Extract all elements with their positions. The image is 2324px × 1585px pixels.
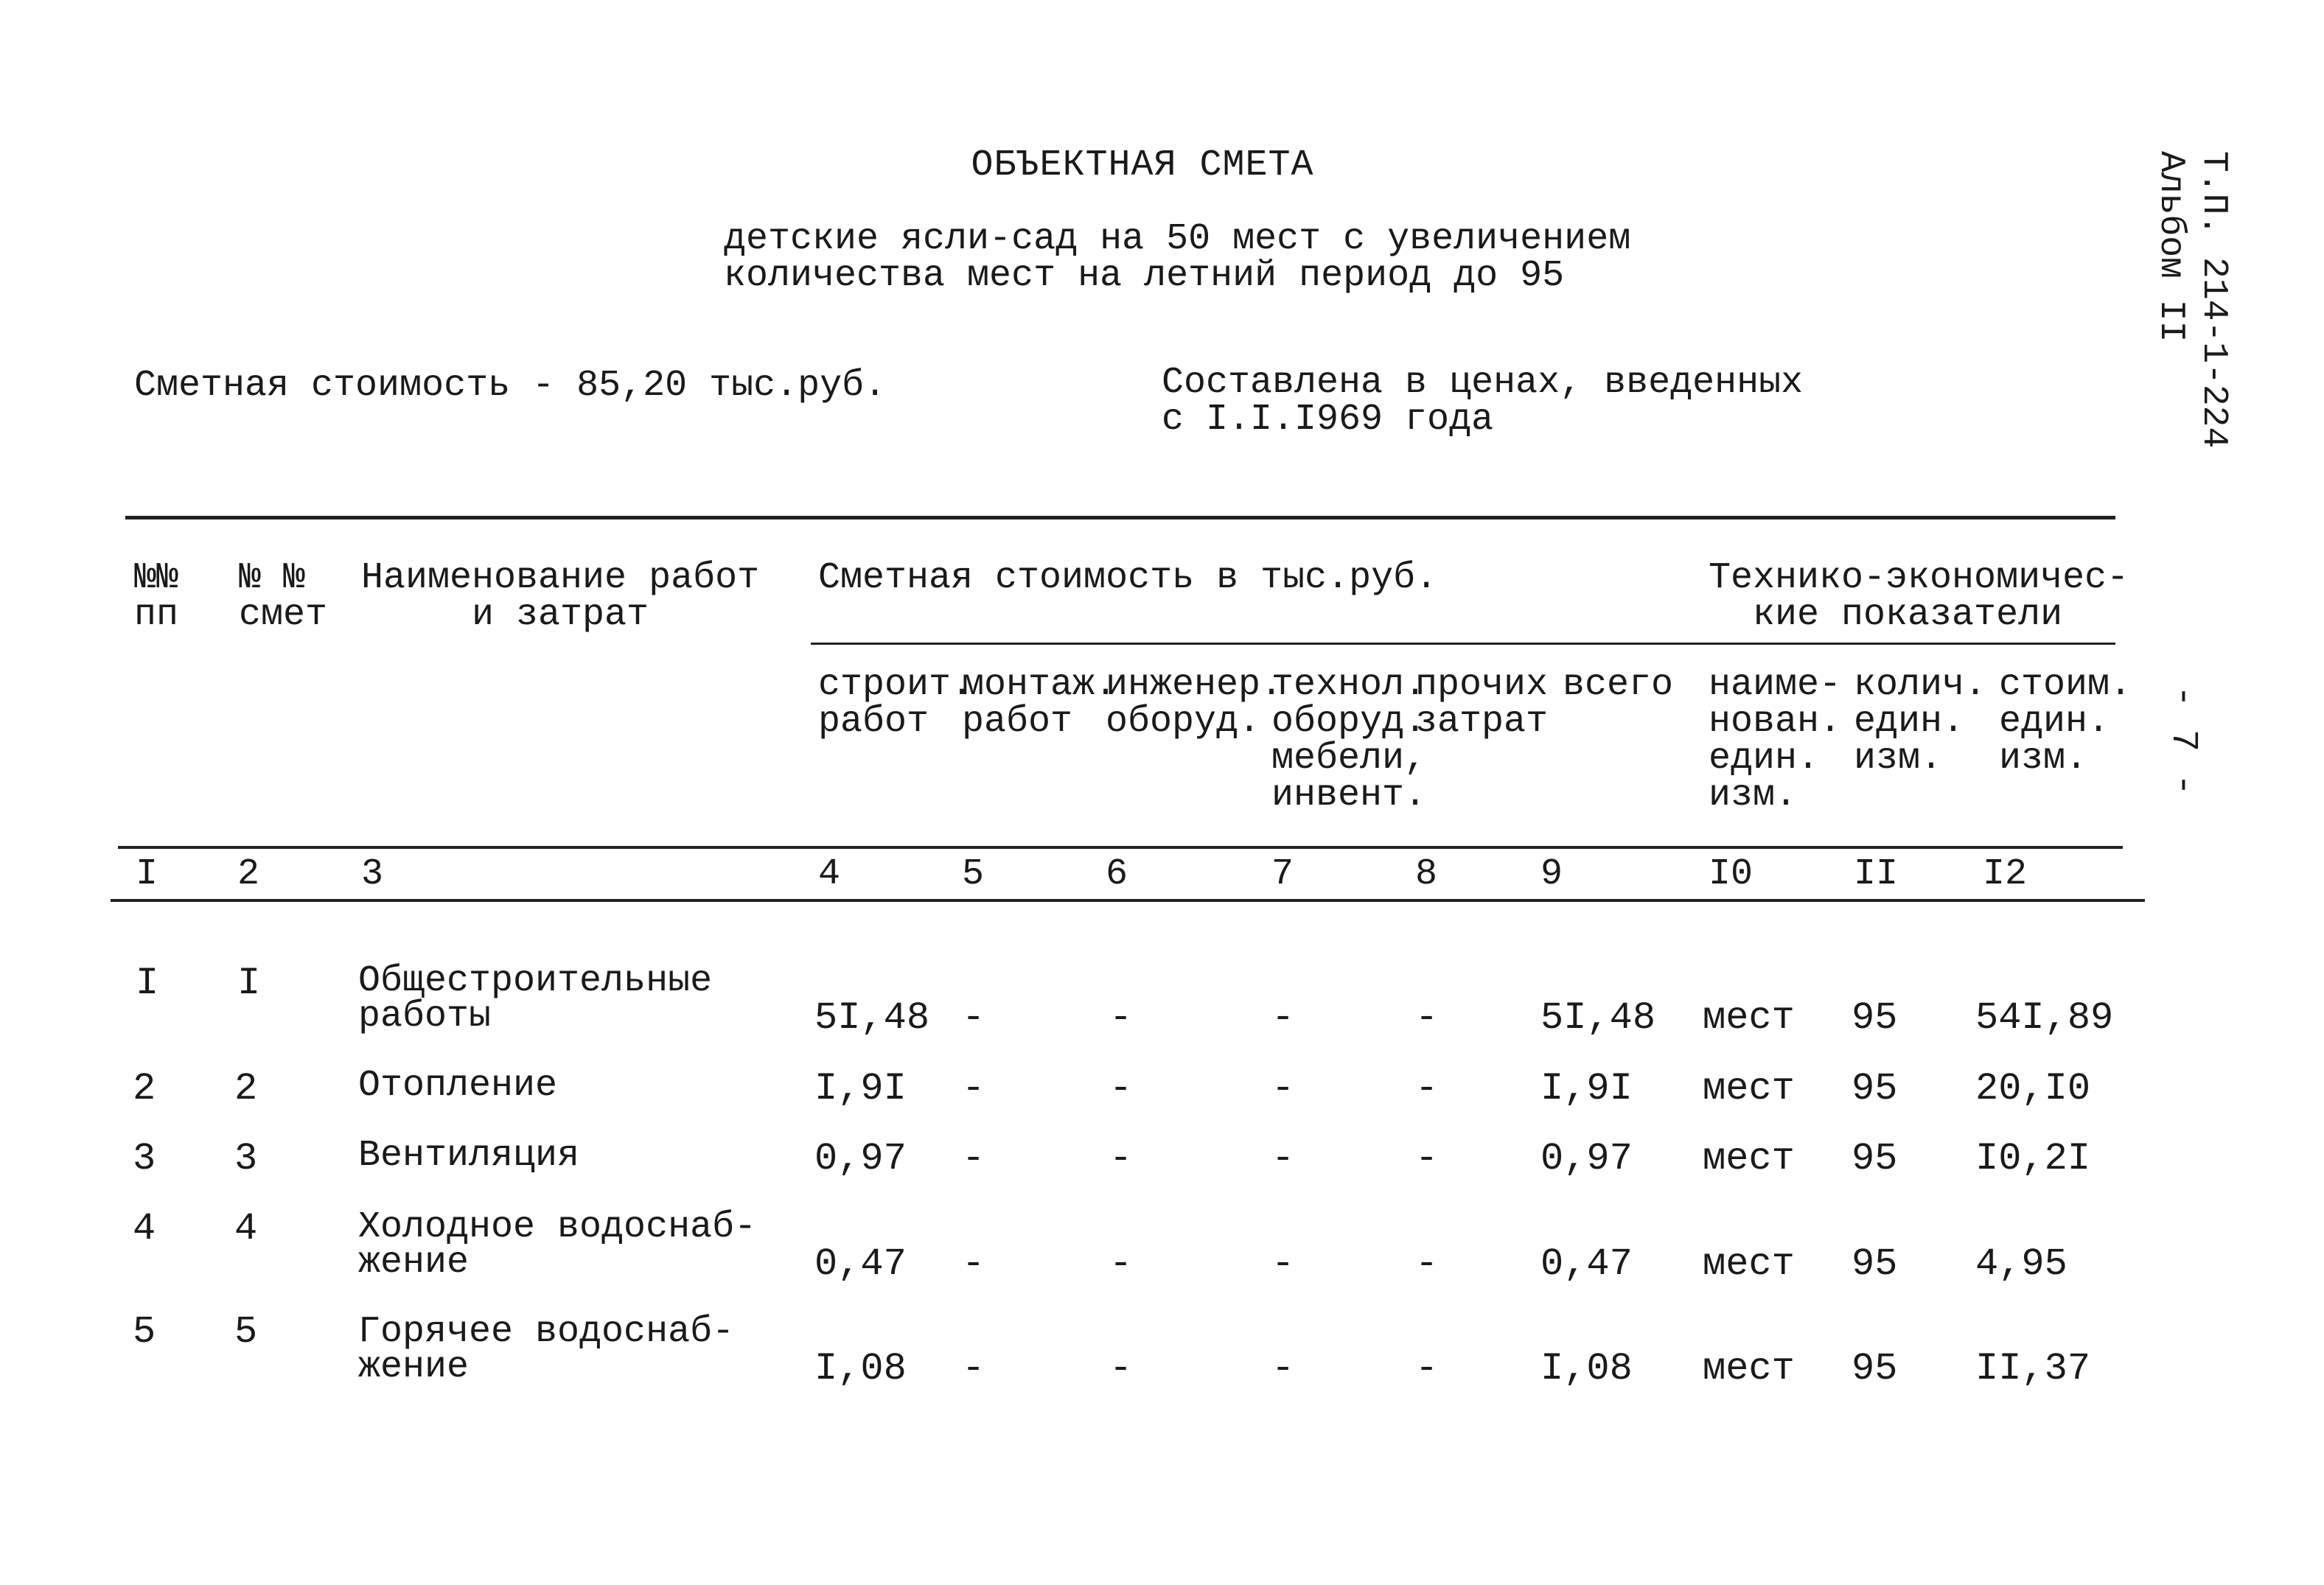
header-cost-group: Сметная стоимость в тыс.руб. bbox=[818, 557, 1438, 599]
document-subtitle: детские ясли-сад на 50 мест с увеличением количества мест на летний период до 95 bbox=[724, 218, 1631, 297]
row-assembly: - bbox=[962, 1137, 985, 1180]
row-est: 5 bbox=[234, 1310, 258, 1354]
header-name: Наименование работ и затрат bbox=[361, 557, 760, 636]
row-construction: I,9I bbox=[814, 1067, 907, 1110]
row-unit-name: мест bbox=[1703, 1242, 1795, 1286]
row-unit-qty: 95 bbox=[1852, 1137, 1898, 1180]
row-engineering: - bbox=[1109, 1137, 1133, 1180]
col-number: 9 bbox=[1540, 853, 1563, 895]
row-name: Холодное водоснаб- жение bbox=[358, 1206, 757, 1284]
row-num: 2 bbox=[133, 1067, 156, 1110]
document-title: ОБЪЕКТНАЯ СМЕТА bbox=[971, 144, 1314, 186]
header-sub-unit-name: наиме- нован. един. изм. bbox=[1709, 664, 1842, 816]
row-technological: - bbox=[1271, 996, 1295, 1040]
col-numbers-rule bbox=[111, 899, 2145, 902]
row-assembly: - bbox=[962, 996, 985, 1040]
col-number: 7 bbox=[1271, 853, 1294, 895]
header-sub-technological: технол. оборуд. мебели, инвент. bbox=[1271, 664, 1427, 816]
side-album: Альбом II bbox=[2151, 151, 2191, 343]
row-assembly: - bbox=[962, 1242, 985, 1286]
row-unit-name: мест bbox=[1703, 1067, 1795, 1110]
row-est: 2 bbox=[234, 1067, 258, 1110]
row-total: I,9I bbox=[1540, 1067, 1633, 1110]
side-code: Т.П. 214-1-224 bbox=[2194, 151, 2233, 449]
side-annotation bbox=[2145, 151, 2241, 483]
page-number: - 7 - bbox=[2162, 685, 2204, 797]
header-bottom-rule bbox=[118, 846, 2123, 849]
row-name: Вентиляция bbox=[358, 1135, 580, 1177]
prices-note: Составлена в ценах, введенных с I.I.I969 года bbox=[1162, 362, 1804, 441]
header-num: №№ пп bbox=[134, 557, 179, 636]
row-construction: 0,97 bbox=[814, 1137, 907, 1180]
row-other: - bbox=[1415, 1067, 1439, 1110]
header-group-rule bbox=[811, 643, 2115, 645]
row-total: I,08 bbox=[1540, 1347, 1633, 1390]
row-est: 4 bbox=[234, 1207, 258, 1250]
row-num: 5 bbox=[133, 1310, 156, 1354]
row-unit-cost: I0,2I bbox=[1975, 1137, 2091, 1180]
header-sub-assembly: монтаж. работ bbox=[962, 664, 1117, 743]
header-sub-engineering: инженер. оборуд. bbox=[1106, 664, 1283, 743]
row-name: Горячее водоснаб- жение bbox=[358, 1311, 735, 1388]
row-unit-name: мест bbox=[1703, 1137, 1795, 1180]
col-number: 2 bbox=[237, 853, 260, 895]
col-number: I bbox=[136, 853, 158, 895]
col-number: 5 bbox=[962, 853, 985, 895]
header-tech-group: Технико-экономичес- кие показатели bbox=[1709, 557, 2129, 636]
row-other: - bbox=[1415, 1242, 1439, 1286]
row-num: I bbox=[136, 962, 159, 1005]
row-total: 5I,48 bbox=[1540, 996, 1656, 1040]
col-number: II bbox=[1854, 853, 1899, 895]
row-other: - bbox=[1415, 996, 1439, 1040]
row-construction: 0,47 bbox=[814, 1242, 907, 1286]
row-name: Общестроительные работы bbox=[358, 960, 713, 1038]
row-num: 3 bbox=[133, 1137, 156, 1180]
row-unit-cost: II,37 bbox=[1975, 1347, 2091, 1390]
row-unit-qty: 95 bbox=[1852, 1242, 1898, 1286]
row-assembly: - bbox=[962, 1067, 985, 1110]
row-technological: - bbox=[1271, 1137, 1295, 1180]
row-unit-qty: 95 bbox=[1852, 1067, 1898, 1110]
row-other: - bbox=[1415, 1137, 1439, 1180]
row-technological: - bbox=[1271, 1242, 1295, 1286]
header-sub-unit-cost: стоим. един. изм. bbox=[1999, 664, 2132, 780]
row-engineering: - bbox=[1109, 1242, 1133, 1286]
row-est: 3 bbox=[234, 1137, 258, 1180]
col-number: 4 bbox=[818, 853, 841, 895]
row-technological: - bbox=[1271, 1067, 1295, 1110]
header-sub-unit-qty: колич. един. изм. bbox=[1854, 664, 1987, 780]
col-number: 6 bbox=[1106, 853, 1128, 895]
row-unit-qty: 95 bbox=[1852, 1347, 1898, 1390]
row-name: Отопление bbox=[358, 1065, 558, 1107]
row-other: - bbox=[1415, 1347, 1439, 1390]
row-construction: I,08 bbox=[814, 1347, 907, 1390]
col-number: 8 bbox=[1415, 853, 1438, 895]
header-sub-other: прочих затрат bbox=[1415, 664, 1549, 743]
row-assembly: - bbox=[962, 1347, 985, 1390]
col-number: 3 bbox=[361, 853, 384, 895]
col-number: I2 bbox=[1983, 853, 2028, 895]
row-unit-name: мест bbox=[1703, 996, 1795, 1040]
header-sub-construction: строит. работ bbox=[818, 664, 974, 743]
header-sub-total: всего bbox=[1563, 664, 1674, 706]
row-est: I bbox=[237, 962, 261, 1005]
row-construction: 5I,48 bbox=[814, 996, 930, 1040]
header-est: № № смет bbox=[239, 557, 328, 636]
row-engineering: - bbox=[1109, 996, 1133, 1040]
row-unit-cost: 54I,89 bbox=[1975, 996, 2114, 1040]
row-total: 0,47 bbox=[1540, 1242, 1633, 1286]
row-unit-qty: 95 bbox=[1852, 996, 1898, 1040]
row-num: 4 bbox=[133, 1207, 156, 1250]
table-top-rule bbox=[125, 516, 2115, 519]
row-unit-cost: 20,I0 bbox=[1975, 1067, 2091, 1110]
row-engineering: - bbox=[1109, 1347, 1133, 1390]
estimated-cost: Сметная стоимость - 85,20 тыс.руб. bbox=[134, 365, 887, 407]
row-unit-cost: 4,95 bbox=[1975, 1242, 2067, 1286]
row-unit-name: мест bbox=[1703, 1347, 1795, 1390]
row-technological: - bbox=[1271, 1347, 1295, 1390]
row-engineering: - bbox=[1109, 1067, 1133, 1110]
row-total: 0,97 bbox=[1540, 1137, 1633, 1180]
col-number: I0 bbox=[1709, 853, 1754, 895]
